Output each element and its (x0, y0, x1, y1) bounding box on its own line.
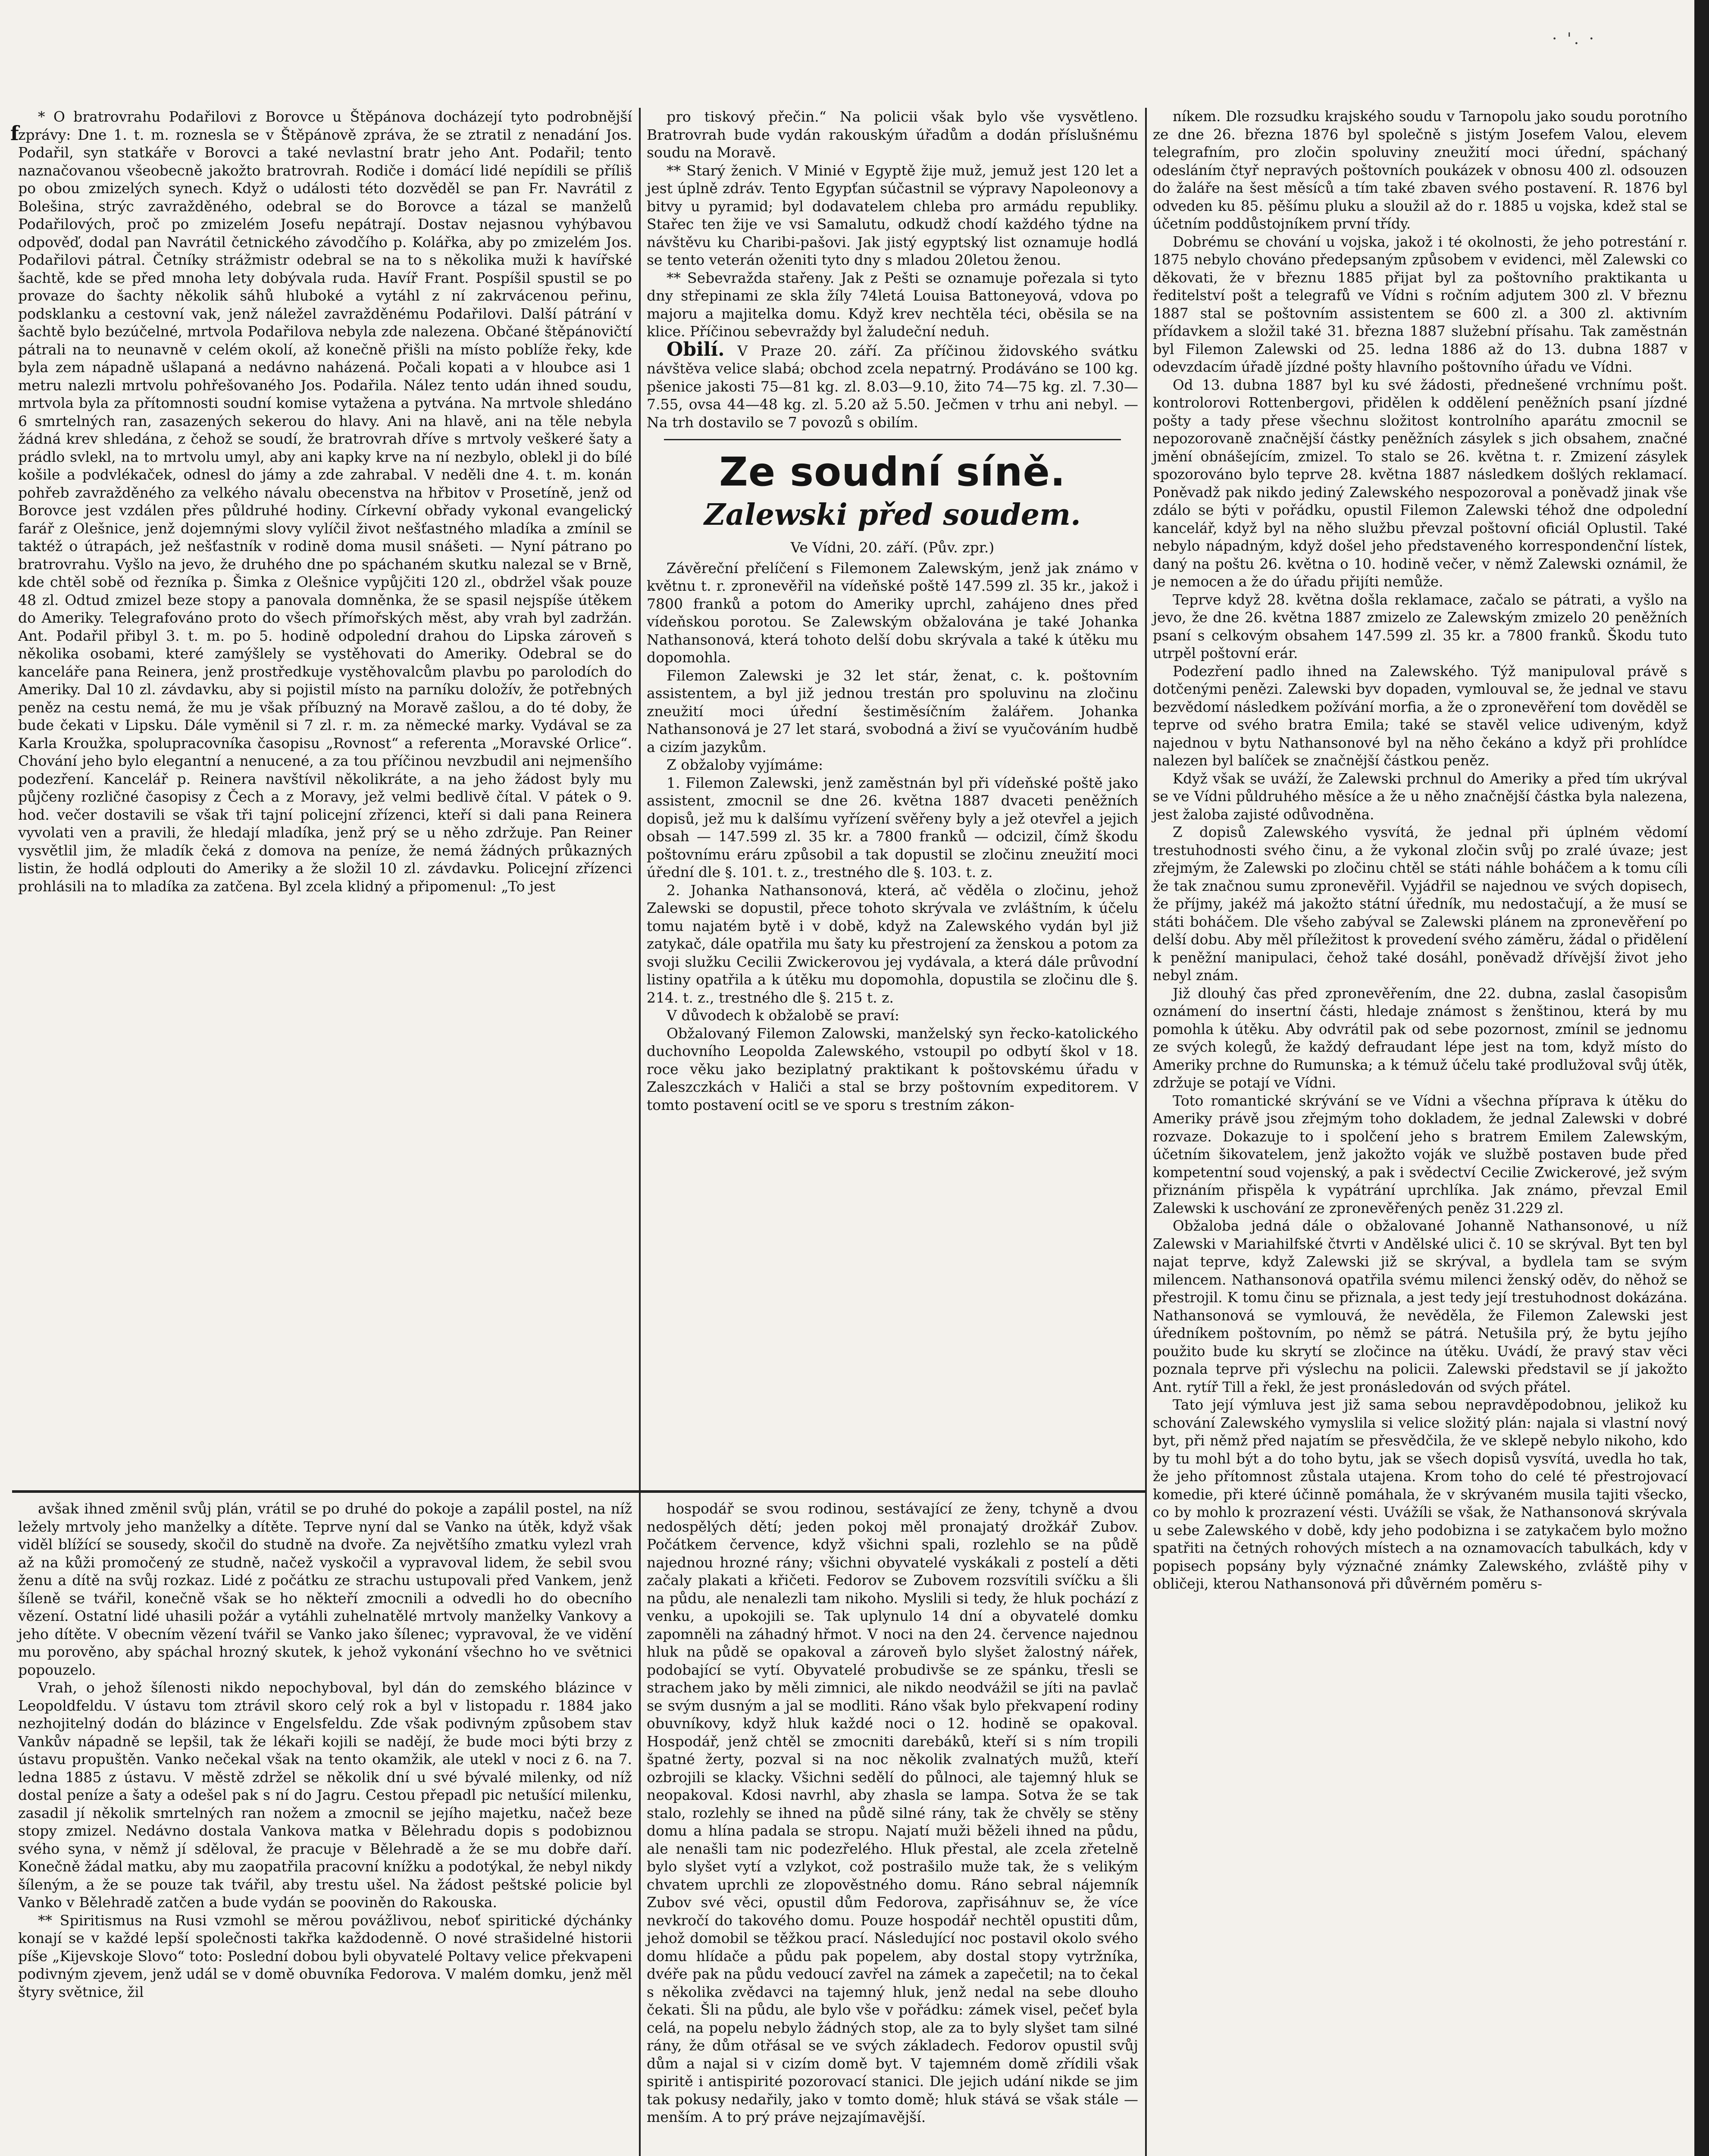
article-spiritismus-continued: hospodář se svou rodinou, sestávající ze ženy, tchyně a dvou nedospělých dětí; jeden pokoj měl pronajatý drožkář Zubov. Počátkem července, když všichni spali, rozlehlo se na půdě najednou hrozné rány; všichni obyvatelé vyskákali z postelí a děti začaly plakati a křičeti. Fedorov se Zubovem rozsvítili svíčku a šli na půdu, ale nenalezli tam nikoho. Myslili si tedy, že hluk pochází z venku, a upokojili se. Tak uplynulo 14 dní a obyvatelé domku zapomněli na záhadný hřmot. V noci na den 24. července najednou hluk na půdě se opakoval a zároveň bylo slyšet žalostný nářek, podobající se vytí. Obyvatelé probudivše se ze spánku, třesli se strachem jako by měli zimnici, ale nikdo neodvážil se jíti na pavlač se svým dusným a jal se modliti. Ráno však bylo překvapení rodiny obuvníkovy, když hluk každé noci o 12. hodině se opakoval. Hospodář, jenž chtěl se zmocniti darebáků, kteří si s ním tropili špatné žerty, pozval si na noc několik zvalnatých mužů, kteří ozbrojili se klacky. Všichni sedělí do půlnoci, ale tajemný hluk se neopakoval. Kdosi navrhl, aby zhasla se lampa. Sotva že se tak stalo, rozlehly se ihned na půdě silné rány, tak že chvěly se stěny domu a hlína padala se stropu. Najatí muži běželi ihned na půdu, ale nenašli tam nic podezřelého. Hluk přestal, ale zcela zřetelně bylo slyšet vytí a vzlykot, což postrašilo muže tak, že s velikým chvatem uprchli ze zlopověstného domu. Ráno sebral nájemník Zubov své věci, opustil dům Fedorova, zapřisáhnuv se, že více nevkročí do takového domu. Pouze hospodář nechtěl opustiti dům, jehož domobil se těžkou prací. Následující noc postavil okolo svého domu hlídače a půdu pak popelem, aby dostal stopy vytržníka, dvéře pak na půdu vedoucí zavřel na zámek a zapečetil; na to čekal s několika zvědavci na tajemný hluk, jenž nedal na sebe dlouho čekati. Šli na půdu, ale bylo vše v pořádku: zámek visel, pečeť byla celá, na popelu nebylo žádných stop, ale za to byly slyšet tam silné rány, že dům otřásal se ve svých základech. Fedorov opustil svůj dům a najal si v cizím domě byt. V tajemném domě zřídili však spiritě i antispirité pozorovací stanici. Dle jejich udání nikde se jim tak pokusy nedařily, jako v tomto domě; hluk stává se však stále — menším. A to prý práve nejzajímavější. (647, 1500, 1138, 2125)
section-heading: Ze soudní síně. (719, 449, 1066, 495)
article-bratrovrah-end: pro tiskový přečin.“ Na policii však bylo vše vysvětleno. Bratrovrah bude vydán rakouským úřadům a dodán příslušnému soudu na Moravě. (647, 108, 1138, 161)
zalewski-p4: Teprve když 28. května došla reklamace, začalo se pátrati, a vyšlo na jevo, že dne 26. května 1887 zmizelo ze Zalewským zmizelo 20 peněžních psaní s celkovým obsahem 147.599 zl. 35 kr. a 7800 franků. Škodu tuto utrpěl poštovní erár. (1153, 591, 1687, 661)
column-bottom-left-vanko (12, 1500, 638, 2156)
column-rule-2 (1145, 108, 1147, 2156)
zalewski-obzaloba-lead: Z obžaloby vyjímáme: (667, 756, 823, 773)
zalewski-p7: Z dopisů Zalewského vysvítá, že jednal při úplném vědomí trestuhodnosti svého činu, a že vykonal zločin svůj po zralé úvaze; jest zřejmým, že Zalewski po zločinu chtěl se státi náhle boháčem a k tomu cíli že tak značnou sumu zpronevěřil. Vyjádřil se najednou ve svých dopisech, že příjmy, jakéž má jakožto státní úředník, mu nedostačují, a že musí se státi boháčem. Dle všeho zabýval se Zalewski plánem na zpronevěření po delší dobu. Aby měl příležitost k provedení svého záměru, žádal o přidělení k peněžní manipulaci, čehož také dosáhl, poněvadž dřívější život jeho nebyl znám. (1153, 824, 1687, 984)
zalewski-p6: Když však se uváží, že Zalewski prchnul do Ameriky a před tím ukrýval se ve Vídni půldruhého měsíce a že u něho značnější částka byla nalezena, jest žaloba zajisté odůvodněna. (1153, 770, 1687, 823)
article-stary-zenich: ** Starý ženich. V Minié v Egyptě žije muž, jemuž jest 120 let a jest úplně zdráv. Tento Egypťan súčastnil se výpravy Napoleonovy a bitvy u pyramid; byl dodavatelem chleba pro armádu republiky. Stařec ten žije ve vsi Samalutu, odkudž chodí každého týdne na návštěvu ku Charibi-pašovi. Jak jistý egyptský list oznamuje hodlá se tento veterán oženiti tyto dny s mladou 20letou ženou. (647, 162, 1138, 268)
zalewski-accused: Filemon Zalewski je 32 let stár, ženat, c. k. poštovním assistentem, a byl již jednou trestán pro spoluvinu na zločinu zneužití moci úřední šestiměsíčním žalářem. Johanka Nathansonová je 27 let stará, svobodná a živí se vyučováním hudbě a cizím jazykům. (647, 667, 1138, 755)
zalewski-charge-2: 2. Johanka Nathansonová, která, ač věděla o zločinu, jehož Zalewski se dopustil, přece tohoto skrývala ve zvláštním, k účelu tomu najatém bytě i v době, když na Zalewského vydán byl již zatykač, dále opatřila mu šaty ku přestrojení za ženskou a potom za svoji služku Cecilii Zwickerovou jej vydávala, a která dále průvodní listiny opatřila a k útěku mu dopomohla, dopustila se zločinu dle §. 214. t. z., trestného dle §. 215 t. z. (647, 881, 1138, 1006)
article-spiritismus: ** Spiritismus na Rusi vzmohl se měrou povážlivou, neboť spiritické dýchánky konají se v každé lepší společnosti takřka každodenně. O nové strašidelné historii píše „Kijevskoje Slovo“ toto: Poslední dobou byli obyvatelé Poltavy velice překvapeni podivným zjevem, jenž udál se v domě obuvníka Fedorova. V malém domku, jenž měl štyry světnice, žil (18, 1912, 632, 2000)
zalewski-p11: Tato její výmluva jest již sama sebou nepravděpodobnou, jelikož ku schování Zalewského vymyslila si velice složitý plán: najala si vlastní nový byt, při němž před najatím se přesvědčila, že ve sklepě nebylo nikoho, kdo by tu mohl být a do toho bytu, jak se všech dopisů vysvítá, uvedla ho tak, že jeho přítomnost zůstala utajena. Krom toho do celé té přestrojovací komedie, při které účinně pomáhala, že v skrývaném musila tajiti všecko, co by mohlo k prozrazení vésti. Uvážíli se však, že Nathansonová skrývala u sebe Zalewského v době, kdy jeho podobizna i se zatykačem bylo možno spatřiti na četných rohových místech a na oznamovacích tabulkách, kdy v popisech popsány byly význačné známky Zalewského, zvláště pihy v obličeji, kterou Nathansonová při důvěrném poměru s- (1153, 1397, 1687, 1592)
article-vanko-2: Vrah, o jehož šílenosti nikdo nepochyboval, byl dán do zemského blázince v Leopoldfeldu. V ústavu tom ztrávil skoro celý rok a byl v listopadu r. 1884 jako nezhojitelný dodán do blázince v Engelsfeldu. Zde však podivným způsobem stav Vankův nápadně se lepšil, tak že lékaři kojili se nadějí, že bude moci býti brzy z ústavu propuštěn. Vanko nečekal však na tento okamžik, ale utekl v noci z 6. na 7. ledna 1885 z ústavu. V městě zdržel se několik dní u své bývalé milenky, od níž dostal peníze a šaty a odešel pak s ní do Jagru. Cestou přepadl pic netušící milenku, zasadil jí několik smrtelných ran nožem a zmocnil se jejího majetku, načež beze stopy zmizel. Nedávno dostala Vankova matka v Bělehradu dopis s podobiznou svého syna, v němž jí sděloval, že pracuje v Bělehradě a že se mu dobře daří. Konečně žádal matku, aby mu zaopatřila pracovní knížku a podotýkal, že nebyl nikdy šíleným, a že se pouze tak tvářil, aby trestu ušel. Na žádost peštské policie byl Vanko v Bělehradě zatčen a bude vydán se pooviněn do Rakouska. (18, 1679, 632, 1911)
article-heading-zalewski: Zalewski před soudem. (704, 498, 1081, 532)
corner-mark: · '. · (1552, 30, 1597, 48)
dateline: Ve Vídni, 20. září. (Pův. zpr.) (790, 539, 995, 556)
market-title: Obilí. (667, 338, 725, 360)
section-rule (664, 439, 1121, 440)
page-mark: f (10, 122, 19, 145)
zalewski-p10: Obžaloba jedná dále o obžalované Johanně Nathansonové, u níž Zalewski v Mariahilfské čtvrti v Andělské ulici č. 10 se skrýval. Byt ten byl najat teprve, když Zalewski již se skrýval, a bydlela tam se svým milencem. Nathansonová opatřila svému milenci ženský oděv, do něhož se přestrojil. K tomu činu se přiznala, a jest tedy její trestuhodnost dokázána. Nathansonová se vymlouvá, že nevěděla, že Filemon Zalewski jest úředníkem poštovním, po němž se pátrá. Netušila prý, že bytu jejího použito bude ku skrytí se zločince na útěku. Uvádí, že pravý stav věci poznala teprve při výslechu na policii. Zalewski představil se jí jakožto Ant. rytíř Till a řekl, že jest pronásledován od svých přátel. (1153, 1218, 1687, 1395)
zalewski-p3: Od 13. dubna 1887 byl ku své žádosti, přednešené vrchnímu pošt. kontrolorovi Rottenbergovi, přidělen k oddělení peněžních psaní jízdné pošty a tady přese všechnu složitost kontrolního aparátu zmocnil se nepozorovaně značnější částky peněžních zásylek s jich obsahem, značné jmění obnášejícím, zmizel. To stalo se 26. května t. r. Zmizení zásylek spozorováno bylo teprve 28. května 1887 následkem došlých reklamací. Poněvadž pak nikdo jediný Zalewského nespozoroval a poněvadž jinak vše zdálo se býti v pořádku, opustil Filemon Zalewski téhož dne odpolední kancelář, když byl na něho službu převzal poštovní oficiál Oplustil. Také nebylo nápadným, když došel jeho představeného korrespondenční lístek, daný na poštu 26. května o 10. hodině večer, v němž Zalewski oznámil, že je nemocen a že do úřadu přijíti nemůže. (1153, 376, 1687, 590)
market-text: V Praze 20. září. Za příčinou židovského svátku návštěva velice slabá; obchod zcela nepatrný. Prodáváno se 100 kg. pšenice jakosti 75—81 kg. zl. 8.03—9.10, žito 74—75 kg. zl. 7.30—7.55, ovsa 44—48 kg. zl. 5.20 až 5.50. Ječmen v trhu ani nebyl. — Na trh dostavilo se 7 povozů s obilím. (647, 342, 1138, 431)
article-bratrovrah: * O bratrovrahu Podařilovi z Borovce u Štěpánova docházejí tyto podrobnější zprávy: Dne 1. t. m. roznesla se v Štěpánově zpráva, že se ztratil z nenadání Jos. Podařil, syn statkáře v Borovci a také nevlastní bratr jeho Ant. Podařil; tento naznačovanou všeobecně jakožto bratrovrah. Rodiče i domácí lidé nepídili se příliš po obou zmizelých synech. Když o události této dozvěděl se pan Fr. Navrátil z Bolešina, strýc zavražděného, odebral se do Borovce a tázal se manželů Podařilových, proč po zmizelém Josefu nepátrají. Dostav nejasnou vyhýbavou odpověď, dodal pan Navrátil četnického závodčího p. Kolářka, aby po zmizelém Jos. Podařilovi pátral. Četníky strážmistr odebral se na to s několika muži k havířské šachtě, kde se před mnoha lety dobývala ruda. Havíř Frant. Pospíšil spustil se po provaze do šachty několik sáhů hluboké a vytáhl z ní zakrvácenou peřinu, podsklanku a cestovní vak, jenž náležel zavražděnému Podařilovi. Další pátrání v šachtě bylo bezúčelné, mrtvola Podařilova nebyla zde nalezena. Občané štěpánovičtí pátrali na to neunavně v celém okolí, až konečně přišli na místo poblíže řeky, kde byla zem nápadně ušlapaná a nedávno naházená. Počali kopati a v hloubce asi 1 metru nalezli mrtvolu pohřešovaného Jos. Podařila. Nález tento udán ihned soudu, mrtvola byla za přítomnosti soudní komise vytažena a pytvána. Na mrtvole shledáno 6 smrtelných ran, zasazených sekerou do hlavy. Ani na hlavě, ani na těle nebyla žádná krev shledána, z čehož se soudí, že bratrovrah dříve s mrtvoly veškeré šaty a prádlo svlekl, na to mrtvolu umyl, aby ani kapky krve na ní nezbylo, oblekl ji do bílé košile a podvlékaček, odnesl do jámy a zde zahrabal. V neděli dne 4. t. m. konán pohřeb zavražděného za velkého návalu obecenstva na hřbitov v Prosetíně, jenž od Borovce jest vzdálen přes půldruhé hodiny. Církevní obřady vykonal evangelický farář z Olešnice, jenž dojemnými slovy vylíčil život nešťastného mladíka a zmínil se taktéž o útrapách, jež nešťastník v rodině doma musil snášeti. — Nyní pátrano po bratrovrahu. Vyšlo na jevo, že druhého dne po spáchaném skutku nalezal se v Brně, kde chtěl sobě od řezníka p. Šimka z Olešnice vypůjčiti 120 zl., obdržel však pouze 48 zl. Odtud zmizel beze stopy a panovala domněnka, že se spasil nejspíše útěkem do Ameriky. Telegrafováno proto do všech přímořských měst, aby vrah byl zadržán. Ant. Podařil přibyl 3. t. m. po 5. hodině odpolední drahou do Lipska zároveň s několika osobami, které zamýšlely se vystěhovati do Ameriky. Odebral se do kanceláře pana Reinera, jenž prostředkuje vystěhovalcům plavbu po parolodích do Ameriky. Dal 10 zl. závdavku, aby si pojistil místo na parníku doložív, že potřebných peněz na cestu nemá, že mu je však příbuzný na Moravě zašlou, a do té doby, že bude čekati v Lipsku. Dále vyměnil si 7 zl. r. m. za německé marky. Vydával se za Karla Kroužka, spolupracovníka časopisu „Rovnost“ a referenta „Moravské Orlice“. Chování jeho bylo elegantní a nenucené, a za tou příčinou nevzbudil ani nejmenšího podezření. Kancelář p. Reinera navštívil několikráte, a na jeho žádost byly mu půjčeny rozličné časopisy z Čech a z Moravy, jež velmi bedlivě čítal. V pátek o 9. hod. večer dostavili se však tři tajní policejní zřízenci, kteří si dali pana Reinera vyvolati ven a pravili, že hledají mladíka, jenž prý se u něho zdržuje. Pan Reiner vysvětlil jim, že mladík čeká z domova na peníze, že nemá žádných průkazných listin, že hodlá odplouti do Ameriky a že složil 10 zl. závdavku. Policejní zřízenci prohlásili na to mladíka za zatčena. Byl zcela klidný a připomenul: „To jest (18, 108, 632, 895)
zalewski-charge-1: 1. Filemon Zalewski, jenž zaměstnán byl při vídeňské poště jako assistent, zmocnil se dne 26. května 1887 dvaceti peněžních dopisů, jež mu k dalšímu vyřízení svěřeny byly a jež otevřel a jejich obsah — 147.599 zl. 35 kr. a 7800 franků — odcizil, čímž škodu poštovnímu eráru způsobil a tak dopustil se zločinu zneužití moci úřední dle §. 101. t. z., trestného dle §. 103. t. z. (647, 774, 1138, 881)
column-bottom-middle-spiritismus (641, 1500, 1144, 2156)
zalewski-duvody-lead: V důvodech k obžalobě se praví: (667, 1007, 900, 1024)
zalewski-p5: Podezření padlo ihned na Zalewského. Týž manipuloval právě s dotčenými penězi. Zalewski byv dopaden, vymlouval se, že jednal ve stavu bezvědomí následkem požívání morfia, a že o zpronevěření tom dověděl se teprve od svého bratra Emila; také se stavěl velice udiveným, když najednou v bytu Nathansonové byl na něho čekáno a když při prohlídce nalezen byl balíček se značnější částkou peněz. (1153, 663, 1687, 769)
column-2-news-and-court (641, 108, 1144, 1488)
zalewski-p2: Dobrému se chování u vojska, jakož i té okolnosti, že jeho potrestání r. 1875 nebylo chováno předepsaným způsobem v evidenci, měl Zalewski co děkovati, že v březnu 1885 přijat byl za poštovního praktikanta u ředitelství pošt a telegrafů ve Vídni s ročním adjutem 300 zl. V březnu 1887 stal se poštovním assistentem se 600 zl. a 300 zl. aktivním přídavkem a složil také 31. března 1887 služební přísahu. Tak zaměstnán byl Filemon Zalewski od 25. ledna 1886 až do 13. dubna 1887 v odevzdacím úřadě jízdné pošty hlavního poštovního úřadu ve Vídni. (1153, 233, 1687, 375)
zalewski-p9: Toto romantické skrývání se ve Vídni a všechna příprava k útěku do Ameriky právě jsou zřejmým toho dokladem, že jednal Zalewski v dobré rozvaze. Dokazuje to i spolčení jeho s bratrem Emilem Zalewským, účetním šikovatelem, jenž jakožto voják ve službě postaven bude před kompetentní soud vojenský, a pak i svědectví Cecilie Zwickerové, jež svým přiznáním přispěla k vypátrání uprchlíka. Jak známo, převzal Emil Zalewski k uschování ze zpronevěřených peněz 31.229 zl. (1153, 1092, 1687, 1216)
article-sebevrazda: ** Sebevražda stařeny. Jak z Pešti se oznamuje pořezala si tyto dny střepinami ze skla žíly 74letá Louisa Battoneyová, vdova po majoru a majitelka domu. Když krev nechtěla téci, oběsila se na klice. Příčinou sebevraždy byl žaludeční neduh. (647, 269, 1138, 340)
market-report (647, 338, 1138, 432)
zalewski-p8: Již dlouhý čas před zpronevěřením, dne 22. dubna, zaslal časopisům oznámení do insertní části, hledaje známost s ženštinou, která by mu pomohla k útěku. Aby odvrátil pak od sebe pozornost, zmínil se jednomu ze svých kolegů, že každý defraudant lépe jest na tom, když místo do Ameriky prchne do Rumunska; a k témuž účelu také prodlužoval svůj útěk, zdržuje se potají ve Vídni. (1153, 985, 1687, 1091)
column-1-bratrovrah (12, 108, 638, 1488)
zalewski-duvody: Obžalovaný Filemon Zalowski, manželský syn řecko-katolického duchovního Leopolda Zalewského, vstoupil po odbytí škol v 18. roce věku jako beziplatný praktikant k poštovskému úřadu v Zaleszczkách v Haliči a stal se brzy poštovním expeditorem. V tomto postavení ocitl se ve sporu s trestním zákon- (647, 1025, 1138, 1113)
zalewski-p1: níkem. Dle rozsudku krajského soudu v Tarnopolu jako soudu porotního ze dne 26. března 1876 byl společně s jistým Josefem Valou, elevem telegrafním, pro zločin spoluviny zneužití moci úřední, spáchaný odesláním čtyř nepravých poštovních poukázek v obnosu 400 zl. odsouzen do žaláře na šest měsíců a tím také zbaven svého postavení. R. 1876 byl odveden ku 85. pěšímu pluku a sloužil až do r. 1885 u vojska, kdež stal se účetním poddůstojníkem první třídy. (1153, 108, 1687, 232)
column-3-zalewski-continued (1147, 108, 1693, 2156)
article-vanko: avšak ihned změnil svůj plán, vrátil se po druhé do pokoje a zapálil postel, na níž ležely mrtvoly jeho manželky a dítěte. Teprve nyní dal se Vanko na útěk, když však viděl blížící se sousedy, skočil do studně na dvoře. Za největšího zmatku vylezl vrah až na kůži promočený ze studně, načež vyskočil a vypravoval lidem, že sebil svou ženu a dítě na svůj rozkaz. Lidé z počátku ze strachu ustupovali před Vankem, jenž šíleně se tvářil, konečně však se ho někteří zmocnili a odvedli ho do obecního vězení. Ostatní lidé uhasili požár a vytáhli zuhelnatělé mrtvoly manželky Vankovy a jeho dítěte. V obecním vězení tvářil se Vanko jako šílenec; vypravoval, že ve vidění mu porověno, aby spáchal hrozný skutek, k jehož vykonání všechno ho ve světnici popouzelo. (18, 1500, 632, 1678)
section-divider (12, 1490, 1145, 1493)
zalewski-intro: Závěreční přelíčení s Filemonem Zalewským, jenž jak známo v květnu t. r. zpronevěřil na vídeňské poště 147.599 zl. 35 kr., jakož i 7800 franků a potom do Ameriky uprchl, zahájeno dnes před vídeňskou porotou. Se Zalewským obžalována je také Johanka Nathansonová, která tohoto delší dobu skrývala a také k útěku mu dopomohla. (647, 559, 1138, 666)
scan-edge-shadow (1694, 0, 1709, 2156)
